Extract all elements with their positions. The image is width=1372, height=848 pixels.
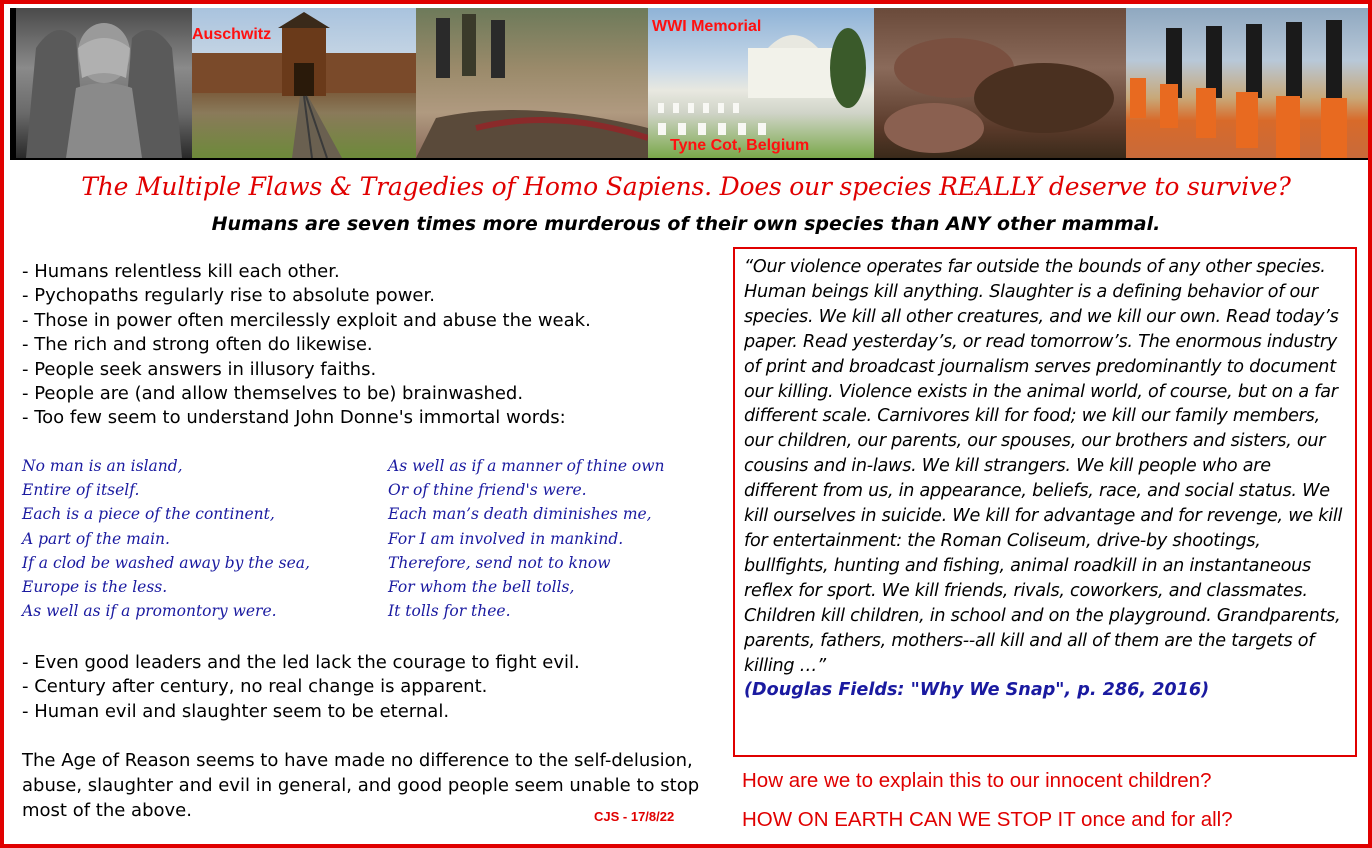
quote-text: “Our violence operates far outside the bounds of any other species. Human beings kill anything. Slaughter is a defining behavior of our species. We kill all other creatures, and we kill our own. Read today’s paper. Read yesterday’s, or read tomorrow’s. The enormous industry of print and broadcast journalism serves predominantly to document our killing. Violence exists in the animal world, of course, but on a far different scale. Carnivores kill for food; we kill our family members, our children, our parents, our spouses, our brothers and sisters, our cousins and in-laws. We kill strangers. We kill people who are different from us, in appearance, beliefs, race, and social status. We kill ourselves in suicide. We kill for advantage and for revenge, we kill for entertainment: the Roman Coliseum, drive-by shootings, bullfights, hunting and fishing, animal roadkill in an instantaneous reflex for sport. We kill friends, rivals, coworkers, and classmates. Children kill children, in school and on the playground. Grandparents, parents, fathers, mothers--all kill and all of them are the targets of killing …”: [744, 257, 1343, 676]
quote-box: [733, 247, 1357, 757]
poem-line: As well as if a manner of thine own: [388, 457, 665, 475]
closing-question-2: HOW ON EARTH CAN WE STOP IT once and for all?: [742, 808, 1233, 831]
poem-line: Each is a piece of the continent,: [22, 505, 275, 524]
poem-column-right: [388, 454, 665, 623]
bullet-item: - Human evil and slaughter seem to be eternal.: [22, 700, 450, 722]
poem-line: Or of thine friend's were.: [388, 481, 587, 500]
photo-strip: [10, 8, 1368, 160]
bullet-item: - Those in power often mercilessly exploit and abuse the weak.: [22, 309, 591, 331]
subtitle: Humans are seven times more murderous of their own species than ANY other mammal.: [211, 213, 1161, 235]
bullet-item: - Century after century, no real change is apparent.: [22, 676, 488, 698]
poem-line: It tolls for thee.: [388, 602, 511, 621]
poem-line: As well as if a promontory were.: [22, 602, 277, 621]
bullet-item: - Too few seem to understand John Donne's immortal words:: [22, 407, 566, 429]
bullet-item: - The rich and strong often do likewise.: [22, 334, 373, 356]
age-of-reason-paragraph: The Age of Reason seems to have made no difference to the self-delusion, abuse, slaughter and evil in general, and good people seem unable to stop most of the above.: [22, 750, 700, 821]
wwi-memorial-label: WWI Memorial: [652, 18, 762, 35]
main-title: The Multiple Flaws & Tragedies of Homo Sapiens. Does our species REALLY deserve to survive?: [81, 172, 1291, 201]
poem-line: If a clod be washed away by the sea,: [22, 553, 310, 572]
bullet-item: - Pychopaths regularly rise to absolute power.: [22, 285, 435, 307]
quote-citation: (Douglas Fields: "Why We Snap", p. 286, 2016): [744, 680, 1210, 701]
poem-line: A part of the main.: [22, 529, 170, 548]
poem-line: For whom the bell tolls,: [388, 578, 575, 597]
poem-line: Entire of itself.: [22, 481, 140, 500]
bullet-item: - Even good leaders and the led lack the courage to fight evil.: [22, 652, 580, 673]
bullet-list-top: [22, 260, 591, 431]
weeping-angel-photo: [16, 8, 192, 158]
bullet-list-bottom: [22, 651, 580, 724]
poem-line: No man is an island,: [22, 457, 183, 475]
bullet-item: - Humans relentless kill each other.: [22, 261, 340, 282]
closing-question-1: How are we to explain this to our innocent children?: [742, 769, 1212, 792]
poem-line: Each man’s death diminishes me,: [388, 505, 652, 524]
poem-column-left: [22, 454, 310, 623]
auschwitz-label: Auschwitz: [192, 26, 272, 43]
author-signature: CJS - 17/8/22: [594, 809, 675, 824]
tyne-cot-label: Tyne Cot, Belgium: [670, 137, 810, 154]
poem-line: For I am involved in mankind.: [388, 529, 624, 548]
poem-line: Europe is the less.: [22, 578, 168, 597]
poem-line: Therefore, send not to know: [388, 553, 611, 572]
bullet-item: - People seek answers in illusory faiths.: [22, 358, 377, 380]
execution-scene-photo: [416, 8, 648, 158]
bullet-item: - People are (and allow themselves to be) brainwashed.: [22, 383, 524, 405]
beach-execution-photo: [1126, 8, 1368, 158]
massacre-photo: [874, 8, 1126, 158]
